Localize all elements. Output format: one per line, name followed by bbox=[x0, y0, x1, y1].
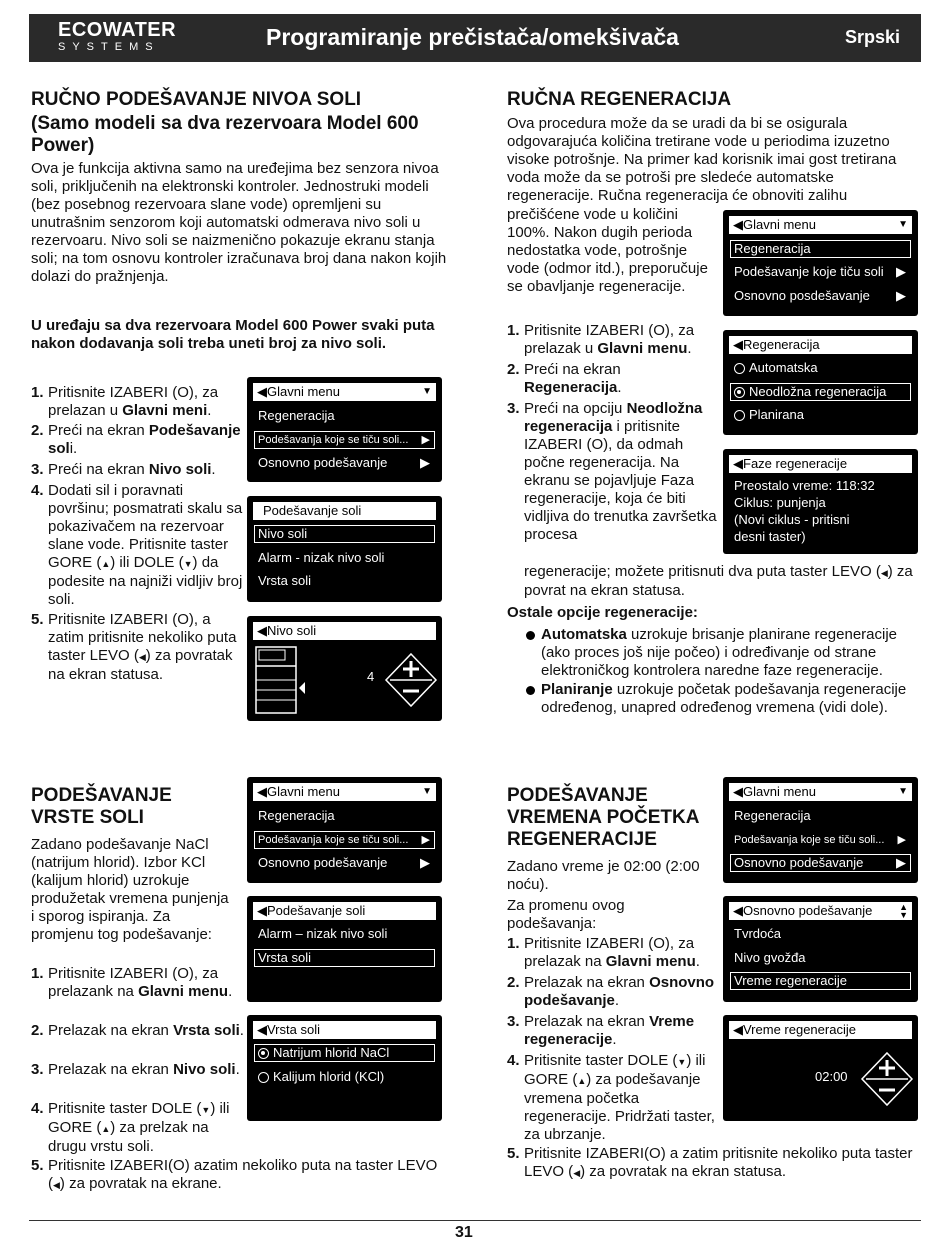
screen-header: ◀Faze regeneracije bbox=[729, 455, 912, 473]
regen-time-value: 02:00 bbox=[815, 1069, 848, 1084]
menu-item-basic-settings: Osnovno podešavanje ▶ bbox=[258, 455, 430, 470]
screen-salt-level-a bbox=[247, 616, 442, 721]
screen-regeneration-b bbox=[723, 330, 918, 435]
page-number: 31 bbox=[455, 1224, 473, 1241]
ecowater-logo: ECOWATER SYSTEMS bbox=[58, 19, 177, 53]
screen-header: ◀Vrsta soli bbox=[253, 1021, 436, 1039]
menu-item-salt-type: Vrsta soli bbox=[258, 573, 311, 588]
screen-header: ◀Glavni menu ▼ bbox=[729, 216, 912, 234]
menu-item-regeneracija: Regeneracija bbox=[729, 239, 912, 259]
radio-kcl: Kalijum hlorid (KCl) bbox=[253, 1067, 436, 1087]
menu-item-regeneracija: Regeneracija bbox=[258, 808, 335, 823]
menu-item-salt-type: Vrsta soli bbox=[253, 948, 436, 968]
screen-header: ◀Osnovno podešavanje ▲ ▼ bbox=[729, 902, 912, 920]
section-title-regen-time: PODEŠAVANJE VREMENA POČETKA REGENERACIJE bbox=[507, 785, 699, 850]
screen-main-menu-b bbox=[723, 210, 918, 316]
plus-minus-icon bbox=[384, 652, 438, 708]
screen-main-menu-a bbox=[247, 377, 442, 482]
radio-immediate: Neodložna regeneracija bbox=[729, 382, 912, 402]
screen-header: ◀Glavni menu ▼ bbox=[253, 383, 436, 401]
screen-salt-type-c bbox=[247, 1015, 442, 1121]
language-label: Srpski bbox=[845, 27, 901, 47]
page-title: Programiranje prečistača/omekšivača bbox=[266, 24, 679, 50]
screen-header: ◀Podešavanje soli bbox=[253, 902, 436, 920]
menu-item-salt-level: Nivo soli bbox=[253, 524, 436, 544]
screen-regen-time-d bbox=[723, 1015, 918, 1121]
menu-item-hardness: Tvrdoća bbox=[734, 926, 781, 941]
menu-item-regeneracija: Regeneracija bbox=[258, 408, 335, 423]
screen-header: ◀Vreme regeneracije bbox=[729, 1021, 912, 1039]
menu-item-regen-time: Vreme regeneracije bbox=[729, 971, 912, 991]
salt-level-value: 4 bbox=[367, 669, 375, 684]
screen-header: ◀Regeneracija bbox=[729, 336, 912, 354]
regen-step-3-cont: regeneracije; možete pritisnuti dva puta taster LEVO (◀) za povrat na ekran statusa. bbox=[524, 563, 913, 599]
screen-regen-phases-b bbox=[723, 449, 918, 554]
screen-basic-settings-d bbox=[723, 896, 918, 1002]
menu-item-low-salt-alarm: Alarm – nizak nivo soli bbox=[258, 926, 388, 941]
regen-time-change: Za promenu ovog podešavanja: bbox=[507, 897, 625, 932]
plus-minus-icon bbox=[860, 1051, 914, 1107]
screen-header: Podešavanje soli bbox=[253, 502, 436, 520]
menu-item-salt-settings: Podešavanje koje tiču soli ▶ bbox=[734, 264, 906, 279]
section-title-salt-level: RUČNO PODEŠAVANJE NIVOA SOLI bbox=[31, 89, 362, 110]
radio-automatic: Automatska bbox=[729, 358, 912, 378]
radio-nacl: Natrijum hlorid NaCl bbox=[253, 1043, 436, 1063]
menu-item-basic-settings: Osnovno podešavanje ▶ bbox=[258, 855, 430, 870]
screen-header: ◀Glavni menu ▼ bbox=[729, 783, 912, 801]
regen-time-default: Zadano vreme je 02:00 (2:00 noću). bbox=[507, 858, 700, 893]
screen-main-menu-c bbox=[247, 777, 442, 883]
menu-item-salt-settings: Podešavanja koje se tiču soli... ▶ bbox=[734, 834, 906, 846]
screen-salt-settings-c bbox=[247, 896, 442, 1002]
salt-level-intro: Ova je funkcija aktivna samo na uređejima bez senzora nivoa soli, priključenih na elektronski kontroler. Jednostruki modeli (bez posebnog rezervoara slane vode) opremljeni su unutrašnim senzorom koji automatski odmerava nivo soli u rezervoaru. Nivo soli se naizmenično pokazuje ekranu stanja soli; na tom osnovu kontroler izračunava broj dana nakon kojih dolazi do pražnjenja. bbox=[31, 160, 447, 285]
section-title-salt-type: PODEŠAVANJE VRSTE SOLI bbox=[31, 785, 172, 828]
menu-item-basic-settings: Osnovno podešavanje ▶ bbox=[729, 853, 912, 873]
menu-item-salt-settings: Podešavanja koje se tiču soli... ▶ bbox=[253, 430, 436, 450]
menu-item-basic-settings: Osnovno posdešavanje ▶ bbox=[734, 288, 906, 303]
screen-header: ◀Glavni menu ▼ bbox=[253, 783, 436, 801]
other-options-heading: Ostale opcije regeneracije: bbox=[507, 604, 698, 621]
screen-header: ◀Nivo soli bbox=[253, 622, 436, 640]
menu-item-low-salt-alarm: Alarm - nizak nivo soli bbox=[258, 550, 385, 565]
salt-type-intro: Zadano podešavanje NaCl (natrijum hlorid). Izbor KCl (kalijum hlorid) uzrokuje produžetak vremena punjenja i sporog ispiranja. Za promjenu tog podešavanje: bbox=[31, 836, 229, 943]
regen-phase-info: Preostalo vreme: 118:32 Ciklus: punjenja (Novi ciklus - pritisni desni taster) bbox=[734, 478, 875, 544]
section-title-manual-regen: RUČNA REGENERACIJA bbox=[507, 89, 732, 110]
manual-regen-intro: Ova procedura može da se uradi da bi se osigurala odgovarajuća količina tretirane vode u periodima izuzetno visoke potrošnje. Na primer kad korisnik imai gost tretirana voda može da se potroši pre sledeće automatske regeneracije. Ručna regeneracija će obnoviti zalihu bbox=[507, 115, 897, 204]
menu-item-regeneracija: Regeneracija bbox=[734, 808, 811, 823]
menu-item-salt-settings: Podešavanja koje se tiču soli... ▶ bbox=[253, 830, 436, 850]
manual-regen-intro-cont: prečišćene vode u količini 100%. Nakon dugih perioda nedostatka vode, potrošnje vode (odmor itd.), preporučuje se obavljanje regeneracije. bbox=[507, 206, 708, 295]
radio-planned: Planirana bbox=[729, 405, 912, 425]
menu-item-iron-level: Nivo gvožđa bbox=[734, 950, 806, 965]
screen-salt-settings-a bbox=[247, 496, 442, 602]
section-subtitle-salt-level: (Samo modeli sa dva rezervoara Model 600 Power) bbox=[31, 113, 419, 156]
screen-main-menu-d bbox=[723, 777, 918, 883]
salt-level-note: U uređaju sa dva rezervoara Model 600 Power svaki puta nakon dodavanja soli treba uneti broj za nivo soli. bbox=[31, 317, 435, 352]
footer-divider bbox=[29, 1220, 921, 1221]
